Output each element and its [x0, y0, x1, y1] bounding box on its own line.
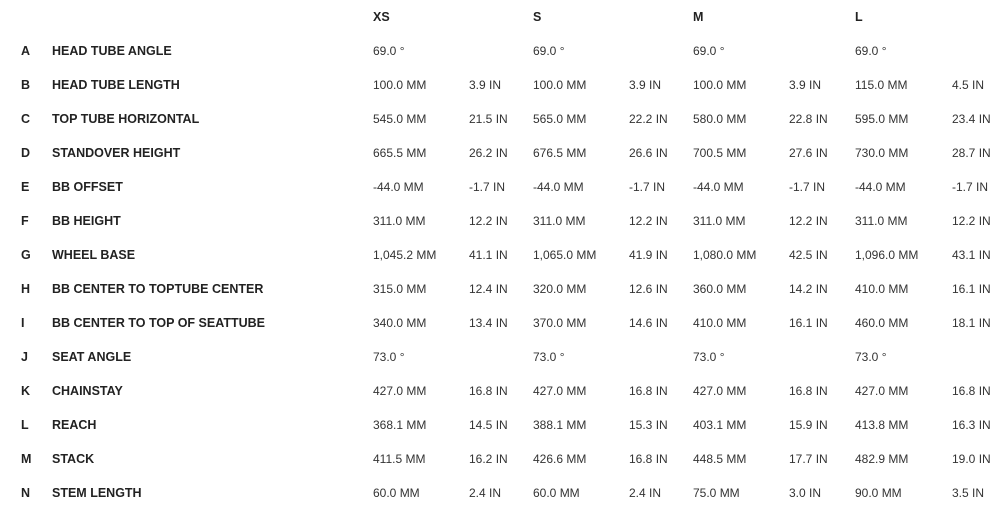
value-m-inches: 12.2 IN	[789, 214, 828, 228]
row-label: BB HEIGHT	[52, 214, 121, 228]
value-l-inches: 18.1 IN	[952, 316, 991, 330]
row-letter: A	[21, 44, 31, 58]
value-s-inches: 3.9 IN	[629, 78, 662, 92]
value-l-inches: 4.5 IN	[952, 78, 985, 92]
value-xs-inches: 14.5 IN	[469, 418, 508, 432]
value-xs-inches: 12.4 IN	[469, 282, 508, 296]
row-letter: D	[21, 146, 31, 160]
value-l-primary: 115.0 MM	[855, 78, 908, 92]
table-row	[0, 442, 1003, 476]
row-letter: K	[21, 384, 31, 398]
value-m-primary: 75.0 MM	[693, 486, 740, 500]
value-l-inches: 12.2 IN	[952, 214, 991, 228]
value-s-inches: 41.9 IN	[629, 248, 668, 262]
value-l-primary: 730.0 MM	[855, 146, 909, 160]
value-m-inches: 3.0 IN	[789, 486, 822, 500]
value-s-primary: 565.0 MM	[533, 112, 587, 126]
table-row	[0, 408, 1003, 442]
value-m-primary: 69.0 °	[693, 44, 725, 58]
row-letter: B	[21, 78, 31, 92]
value-s-primary: 73.0 °	[533, 350, 565, 364]
row-label: BB CENTER TO TOPTUBE CENTER	[52, 282, 264, 296]
value-m-primary: 403.1 MM	[693, 418, 747, 432]
row-letter: F	[21, 214, 29, 228]
row-label: STANDOVER HEIGHT	[52, 146, 181, 160]
value-xs-inches: 12.2 IN	[469, 214, 508, 228]
value-m-inches: 16.1 IN	[789, 316, 828, 330]
value-s-inches: 14.6 IN	[629, 316, 668, 330]
value-l-primary: 90.0 MM	[855, 486, 902, 500]
value-m-inches: 16.8 IN	[789, 384, 828, 398]
value-l-primary: 413.8 MM	[855, 418, 909, 432]
value-s-inches: 12.2 IN	[629, 214, 668, 228]
row-label: WHEEL BASE	[52, 248, 136, 262]
row-label: CHAINSTAY	[52, 384, 123, 398]
value-l-inches: 16.1 IN	[952, 282, 991, 296]
value-m-primary: -44.0 MM	[693, 180, 744, 194]
value-s-primary: 1,065.0 MM	[533, 248, 597, 262]
value-l-inches: 16.3 IN	[952, 418, 991, 432]
table-row	[0, 340, 1003, 374]
value-s-primary: 370.0 MM	[533, 316, 587, 330]
value-m-inches: 3.9 IN	[789, 78, 822, 92]
value-l-primary: 460.0 MM	[855, 316, 909, 330]
row-label: BB CENTER TO TOP OF SEATTUBE	[52, 316, 265, 330]
value-m-inches: 15.9 IN	[789, 418, 828, 432]
value-m-primary: 448.5 MM	[693, 452, 747, 466]
value-s-primary: 60.0 MM	[533, 486, 580, 500]
value-l-primary: -44.0 MM	[855, 180, 906, 194]
table-row	[0, 476, 1003, 510]
value-s-primary: 69.0 °	[533, 44, 565, 58]
table-row	[0, 170, 1003, 204]
value-s-primary: 427.0 MM	[533, 384, 587, 398]
row-letter: M	[21, 452, 32, 466]
value-l-primary: 1,096.0 MM	[855, 248, 919, 262]
value-xs-inches: 41.1 IN	[469, 248, 508, 262]
size-header-xs: XS	[373, 10, 390, 24]
row-label: STACK	[52, 452, 95, 466]
size-header-row	[0, 0, 1003, 34]
value-m-primary: 360.0 MM	[693, 282, 747, 296]
value-s-inches: 16.8 IN	[629, 452, 668, 466]
value-m-primary: 410.0 MM	[693, 316, 747, 330]
value-m-primary: 427.0 MM	[693, 384, 747, 398]
value-l-primary: 410.0 MM	[855, 282, 909, 296]
value-l-inches: 43.1 IN	[952, 248, 991, 262]
value-s-inches: -1.7 IN	[629, 180, 666, 194]
value-s-inches: 12.6 IN	[629, 282, 668, 296]
value-s-inches: 26.6 IN	[629, 146, 668, 160]
value-xs-primary: 100.0 MM	[373, 78, 427, 92]
table-row	[0, 374, 1003, 408]
table-row	[0, 272, 1003, 306]
value-m-inches: 27.6 IN	[789, 146, 828, 160]
value-l-primary: 482.9 MM	[855, 452, 909, 466]
value-s-primary: 311.0 MM	[533, 214, 586, 228]
value-xs-primary: 69.0 °	[373, 44, 405, 58]
table-row	[0, 102, 1003, 136]
size-header-l: L	[855, 10, 863, 24]
value-m-inches: 42.5 IN	[789, 248, 828, 262]
table-row	[0, 306, 1003, 340]
row-label: STEM LENGTH	[52, 486, 142, 500]
value-xs-inches: -1.7 IN	[469, 180, 506, 194]
row-label: HEAD TUBE LENGTH	[52, 78, 180, 92]
table-row	[0, 34, 1003, 68]
row-letter: J	[21, 350, 28, 364]
row-label: REACH	[52, 418, 97, 432]
value-l-inches: -1.7 IN	[952, 180, 989, 194]
value-xs-primary: 427.0 MM	[373, 384, 427, 398]
value-l-inches: 3.5 IN	[952, 486, 985, 500]
value-s-primary: 320.0 MM	[533, 282, 587, 296]
row-letter: I	[21, 316, 25, 330]
value-xs-inches: 3.9 IN	[469, 78, 502, 92]
value-xs-primary: 1,045.2 MM	[373, 248, 437, 262]
value-m-primary: 100.0 MM	[693, 78, 747, 92]
value-m-inches: 14.2 IN	[789, 282, 828, 296]
row-letter: H	[21, 282, 31, 296]
value-m-inches: 22.8 IN	[789, 112, 828, 126]
value-m-primary: 580.0 MM	[693, 112, 747, 126]
value-xs-inches: 26.2 IN	[469, 146, 508, 160]
row-label: SEAT ANGLE	[52, 350, 132, 364]
table-row	[0, 68, 1003, 102]
value-s-primary: -44.0 MM	[533, 180, 584, 194]
value-s-primary: 676.5 MM	[533, 146, 587, 160]
value-s-primary: 388.1 MM	[533, 418, 587, 432]
size-header-s: S	[533, 10, 542, 24]
value-m-primary: 1,080.0 MM	[693, 248, 757, 262]
value-l-primary: 595.0 MM	[855, 112, 909, 126]
row-letter: C	[21, 112, 31, 126]
value-l-inches: 23.4 IN	[952, 112, 991, 126]
value-s-inches: 16.8 IN	[629, 384, 668, 398]
table-row	[0, 204, 1003, 238]
value-s-primary: 426.6 MM	[533, 452, 587, 466]
value-xs-primary: 545.0 MM	[373, 112, 427, 126]
geometry-rows	[0, 34, 1003, 510]
row-letter: E	[21, 180, 30, 194]
value-xs-inches: 2.4 IN	[469, 486, 502, 500]
row-label: TOP TUBE HORIZONTAL	[52, 112, 200, 126]
value-l-primary: 73.0 °	[855, 350, 887, 364]
value-xs-primary: 340.0 MM	[373, 316, 427, 330]
value-l-inches: 28.7 IN	[952, 146, 991, 160]
value-l-primary: 311.0 MM	[855, 214, 908, 228]
value-m-primary: 311.0 MM	[693, 214, 746, 228]
value-m-primary: 73.0 °	[693, 350, 725, 364]
value-l-inches: 19.0 IN	[952, 452, 991, 466]
value-xs-inches: 13.4 IN	[469, 316, 508, 330]
value-xs-primary: 411.5 MM	[373, 452, 426, 466]
value-xs-inches: 16.8 IN	[469, 384, 508, 398]
value-l-inches: 16.8 IN	[952, 384, 991, 398]
value-xs-primary: 665.5 MM	[373, 146, 427, 160]
table-row	[0, 136, 1003, 170]
value-xs-inches: 16.2 IN	[469, 452, 508, 466]
value-xs-primary: -44.0 MM	[373, 180, 424, 194]
value-m-inches: 17.7 IN	[789, 452, 828, 466]
row-letter: N	[21, 486, 31, 500]
value-xs-primary: 315.0 MM	[373, 282, 427, 296]
value-s-inches: 2.4 IN	[629, 486, 662, 500]
value-xs-primary: 73.0 °	[373, 350, 405, 364]
row-label: HEAD TUBE ANGLE	[52, 44, 172, 58]
value-xs-inches: 21.5 IN	[469, 112, 508, 126]
row-letter: G	[21, 248, 31, 262]
value-m-primary: 700.5 MM	[693, 146, 747, 160]
value-xs-primary: 60.0 MM	[373, 486, 420, 500]
row-letter: L	[21, 418, 29, 432]
value-s-inches: 15.3 IN	[629, 418, 668, 432]
row-label: BB OFFSET	[52, 180, 123, 194]
value-l-primary: 69.0 °	[855, 44, 887, 58]
value-m-inches: -1.7 IN	[789, 180, 826, 194]
value-s-primary: 100.0 MM	[533, 78, 587, 92]
table-row	[0, 238, 1003, 272]
value-l-primary: 427.0 MM	[855, 384, 909, 398]
value-xs-primary: 368.1 MM	[373, 418, 427, 432]
value-s-inches: 22.2 IN	[629, 112, 668, 126]
size-header-m: M	[693, 10, 704, 24]
value-xs-primary: 311.0 MM	[373, 214, 426, 228]
